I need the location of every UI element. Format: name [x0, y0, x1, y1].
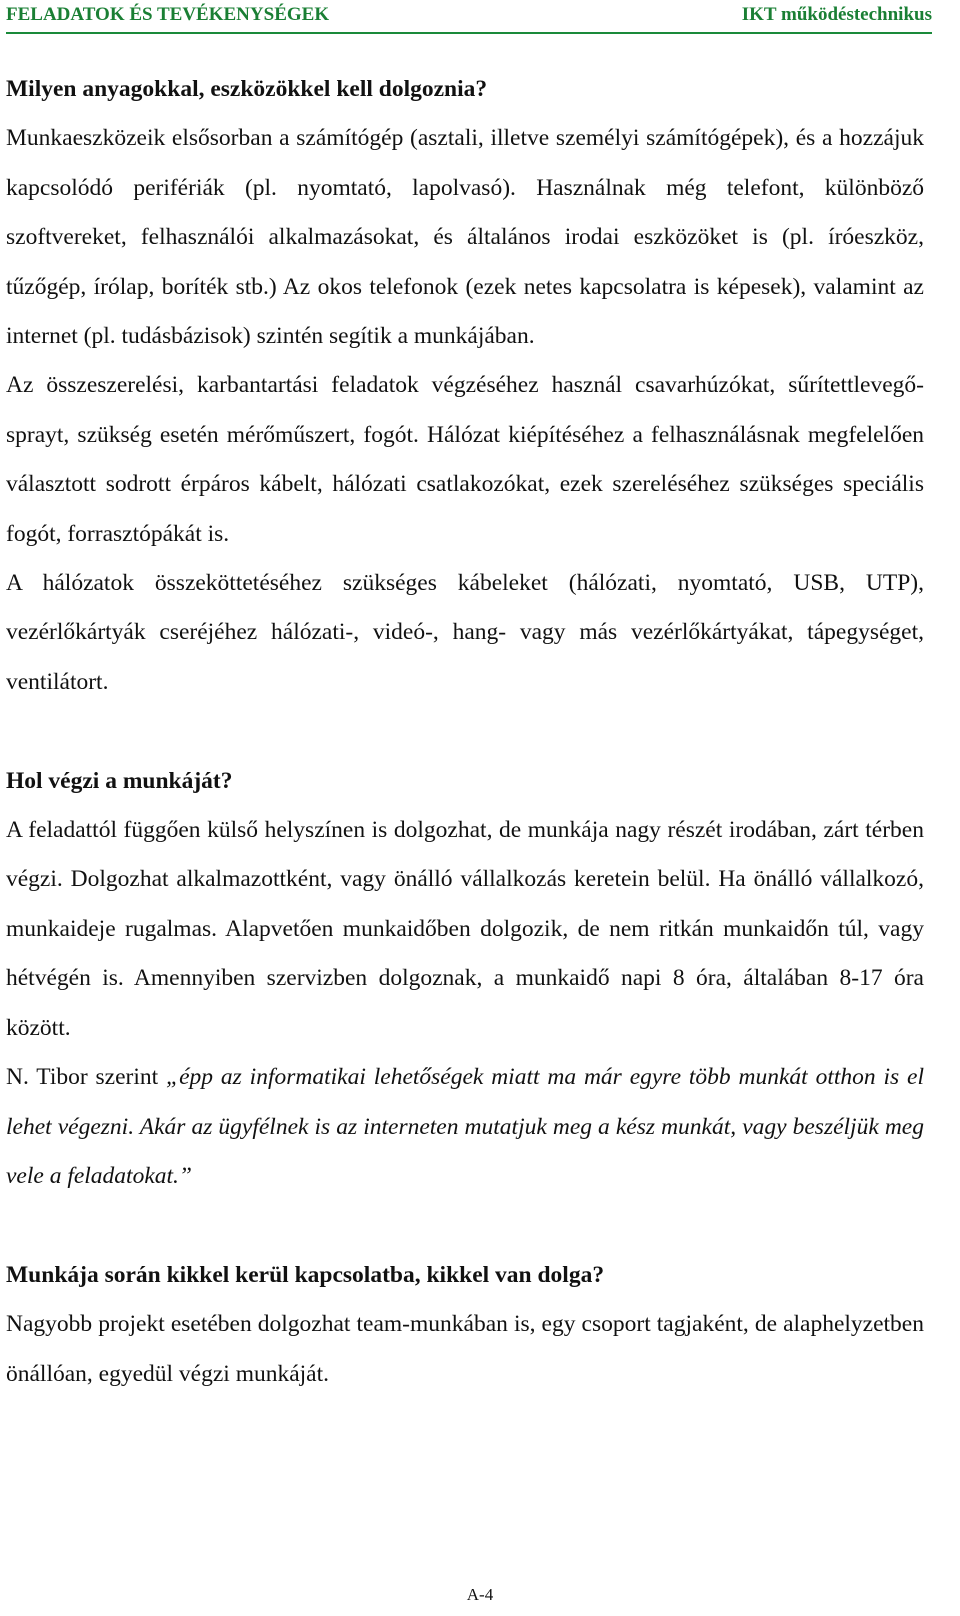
page-header	[6, 0, 932, 34]
section-materials	[6, 65, 924, 707]
paragraph-network: A hálózatok összeköttetéséhez szükséges kábeleket (hálózati, nyomtató, USB, UTP), vezérlőkártyák cseréjéhez hálózati-, videó-, hang- vagy más vezérlőkártyákat, tápegységet, ventilátort.	[6, 570, 924, 695]
page-number: A-4	[466, 1585, 494, 1604]
quote-intro: N. Tibor szerint	[6, 1064, 167, 1091]
section-spacer	[6, 707, 924, 756]
heading-workplace: Hol végzi a munkáját?	[6, 767, 233, 794]
section-workplace	[6, 757, 924, 1202]
document-body	[6, 65, 924, 1399]
header-section-title: FELADATOK ÉS TEVÉKENYSÉGEK	[6, 4, 330, 25]
paragraph-quote	[6, 1053, 924, 1201]
header-occupation-title: IKT működéstechnikus	[741, 4, 932, 25]
paragraph-workplace: A feladattól függően külső helyszínen is dolgozhat, de munkája nagy részét irodában, zárt térben végzi. Dolgozhat alkalmazottként, vagy önálló vállalkozás keretein belül. Ha önálló vállalkozó, munkaideje rugalmas. Alapvetően munkaidőben dolgozik, de nem ritkán munkaidőn túl, vagy hétvégén is. Amennyiben szervizben dolgoznak, a munkaidő napi 8 óra, általában 8-17 óra között.	[6, 817, 924, 1041]
paragraph-assembly: Az összeszerelési, karbantartási feladatok végzéséhez használ csavarhúzókat, sűrítettlevegő-sprayt, szükség esetén mérőműszert, fogót. Hálózat kiépítéséhez a felhasználásnak megfelelően választott sodrott érpáros kábelt, hálózati csatlakozókat, ezek szereléséhez szükséges speciális fogót, forrasztópákát is.	[6, 372, 924, 547]
heading-contacts: Munkája során kikkel kerül kapcsolatba, kikkel van dolga?	[6, 1261, 605, 1288]
section-spacer	[6, 1201, 924, 1250]
section-contacts	[6, 1251, 924, 1399]
quote-text: „épp az informatikai lehetőségek miatt ma már egyre több munkát otthon is el lehet végezni. Akár az ügyfélnek is az interneten mutatjuk meg a kész munkát, vagy beszéljük meg vele a feladatokat.”	[6, 1064, 924, 1189]
paragraph-tools: Munkaeszközeik elsősorban a számítógép (asztali, illetve személyi számítógépek), és a hozzájuk kapcsolódó perifériák (pl. nyomtató, lapolvasó). Használnak még telefont, különböző szoftvereket, felhasználói alkalmazásokat, és általános irodai eszközöket is (pl. íróeszköz, tűzőgép, írólap, boríték stb.) Az okos telefonok (ezek netes kapcsolatra is képesek), valamint az internet (pl. tudásbázisok) szintén segítik a munkájában.	[6, 125, 924, 350]
paragraph-contacts: Nagyobb projekt esetében dolgozhat team-munkában is, egy csoport tagjaként, de alaphelyzetben önállóan, egyedül végzi munkáját.	[6, 1311, 924, 1387]
heading-materials: Milyen anyagokkal, eszközökkel kell dolgoznia?	[6, 76, 488, 102]
